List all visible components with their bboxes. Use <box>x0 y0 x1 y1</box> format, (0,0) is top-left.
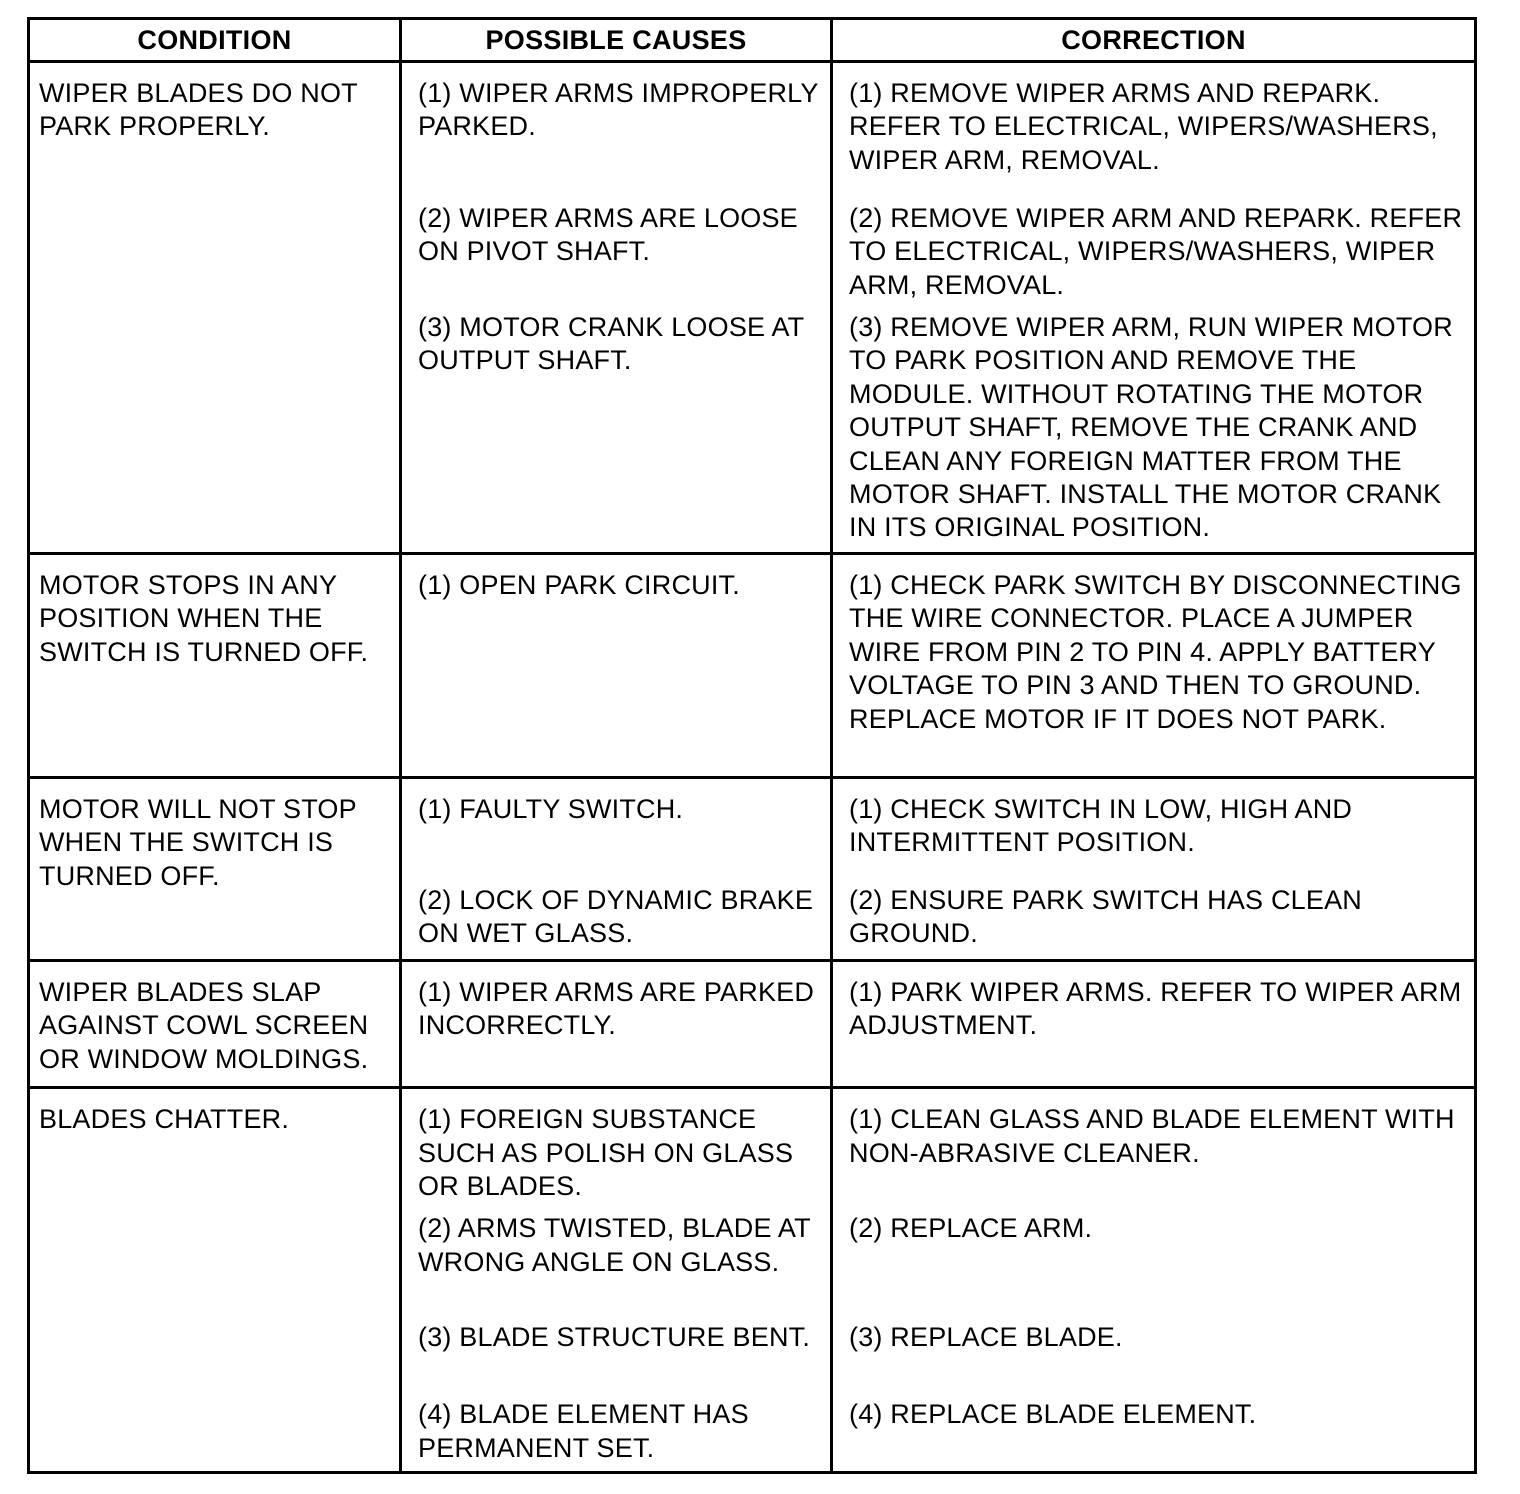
causes-cell <box>401 1088 832 1473</box>
header-correction: CORRECTION <box>832 19 1476 62</box>
cause-item: (1) WIPER ARMS ARE PARKED INCORRECTLY. <box>418 977 815 1041</box>
header-condition: CONDITION <box>29 19 401 62</box>
table-row <box>29 62 1476 554</box>
cause-item: (1) FAULTY SWITCH. <box>418 794 684 824</box>
table-row <box>29 778 1476 961</box>
condition-cell <box>29 778 401 961</box>
correction-item: (1) CLEAN GLASS AND BLADE ELEMENT WITH NON-ABRASIVE CLEANER. <box>849 1104 1455 1168</box>
causes-cell <box>401 554 832 778</box>
causes-cell <box>401 961 832 1088</box>
condition-text: WIPER BLADES DO NOT PARK PROPERLY. <box>39 78 358 142</box>
condition-cell <box>29 62 401 554</box>
cause-item: (2) ARMS TWISTED, BLADE AT WRONG ANGLE ON GLASS. <box>418 1213 811 1277</box>
cause-item: (1) FOREIGN SUBSTANCE SUCH AS POLISH ON GLASS OR BLADES. <box>418 1104 794 1202</box>
correction-item: (2) REMOVE WIPER ARM AND REPARK. REFER TO ELECTRICAL, WIPERS/WASHERS, WIPER ARM, REMOVAL. <box>849 203 1463 300</box>
correction-item: (1) CHECK PARK SWITCH BY DISCONNECTING THE WIRE CONNECTOR. PLACE A JUMPER WIRE FROM PIN 2 TO PIN 4. APPLY BATTERY VOLTAGE TO PIN 3 AND THEN TO GROUND. REPLACE MOTOR IF IT DOES NOT PARK. <box>849 570 1462 734</box>
correction-cell <box>832 1088 1476 1473</box>
cause-item: (4) BLADE ELEMENT HAS PERMANENT SET. <box>418 1399 749 1463</box>
table-row <box>29 554 1476 778</box>
header-possible-causes: POSSIBLE CAUSES <box>401 19 832 62</box>
correction-cell <box>832 62 1476 554</box>
cause-item: (3) BLADE STRUCTURE BENT. <box>418 1322 811 1353</box>
diagnosis-table <box>27 17 1477 1474</box>
correction-cell <box>832 778 1476 961</box>
causes-cell <box>401 62 832 554</box>
cause-item: (3) MOTOR CRANK LOOSE AT OUTPUT SHAFT. <box>418 312 804 376</box>
correction-item: (1) CHECK SWITCH IN LOW, HIGH AND INTERMITTENT POSITION. <box>849 794 1353 858</box>
correction-item: (3) REPLACE BLADE. <box>849 1322 1123 1353</box>
condition-text: MOTOR STOPS IN ANY POSITION WHEN THE SWITCH IS TURNED OFF. <box>39 570 369 667</box>
condition-cell <box>29 554 401 778</box>
correction-item: (3) REMOVE WIPER ARM, RUN WIPER MOTOR TO PARK POSITION AND REMOVE THE MODULE. WITHOUT ROTATING THE MOTOR OUTPUT SHAFT, REMOVE THE CRANK AND CLEAN ANY FOREIGN MATTER FROM THE MOTOR SHAFT. INSTALL THE MOTOR CRANK IN ITS ORIGINAL POSITION. <box>849 312 1453 543</box>
correction-cell <box>832 961 1476 1088</box>
correction-item: (1) PARK WIPER ARMS. REFER TO WIPER ARM ADJUSTMENT. <box>849 977 1462 1041</box>
correction-cell <box>832 554 1476 778</box>
header-row <box>29 19 1476 62</box>
condition-text: BLADES CHATTER. <box>39 1104 290 1135</box>
correction-item: (2) REPLACE ARM. <box>849 1213 1093 1244</box>
table-row <box>29 1088 1476 1473</box>
correction-item: (2) ENSURE PARK SWITCH HAS CLEAN GROUND. <box>849 885 1362 949</box>
cause-item: (1) OPEN PARK CIRCUIT. <box>418 570 740 600</box>
table-row <box>29 961 1476 1088</box>
condition-text: WIPER BLADES SLAP AGAINST COWL SCREEN OR WINDOW MOLDINGS. <box>39 977 369 1074</box>
correction-item: (1) REMOVE WIPER ARMS AND REPARK. REFER TO ELECTRICAL, WIPERS/WASHERS, WIPER ARM, REMOVAL. <box>849 78 1438 175</box>
cause-item: (2) LOCK OF DYNAMIC BRAKE ON WET GLASS. <box>418 885 814 949</box>
condition-text: MOTOR WILL NOT STOP WHEN THE SWITCH IS TURNED OFF. <box>39 794 357 891</box>
condition-cell <box>29 1088 401 1473</box>
causes-cell <box>401 778 832 961</box>
cause-item: (2) WIPER ARMS ARE LOOSE ON PIVOT SHAFT. <box>418 203 798 267</box>
condition-cell <box>29 961 401 1088</box>
correction-item: (4) REPLACE BLADE ELEMENT. <box>849 1399 1257 1430</box>
cause-item: (1) WIPER ARMS IMPROPERLY PARKED. <box>418 78 819 142</box>
